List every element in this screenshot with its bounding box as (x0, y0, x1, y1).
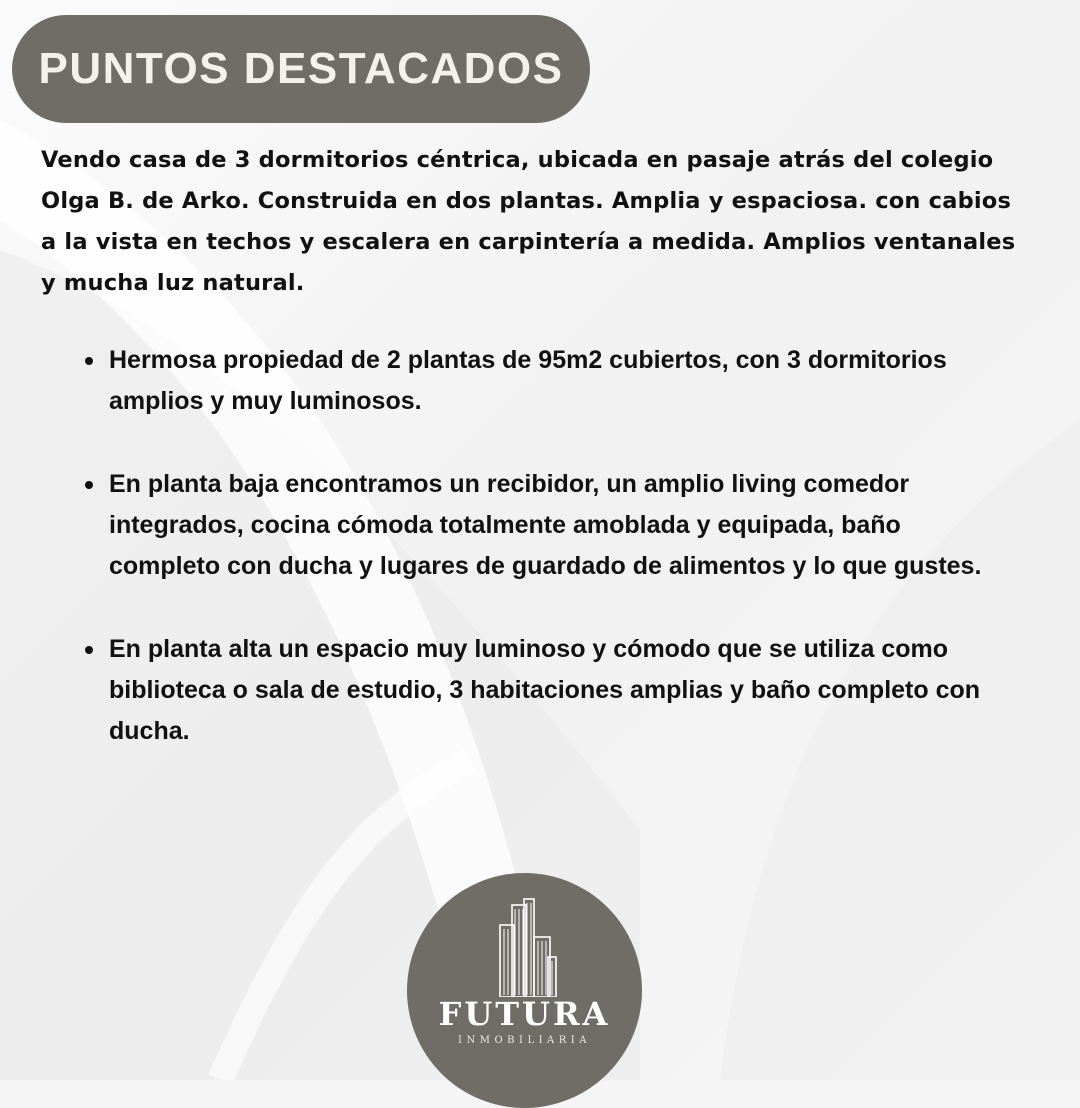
intro-paragraph: Vendo casa de 3 dormitorios céntrica, ubicada en pasaje atrás del colegio Olga B. de Arko. Construida en dos plantas. Amplia y espaciosa. con cabios a la vista en techos y escalera en carpintería a medida. Amplios ventanales y mucha luz natural. (41, 147, 1016, 296)
highlight-item (0, 464, 994, 587)
highlight-text: En planta baja encontramos un recibidor, un amplio living comedor integrados, cocina cómoda totalmente amoblada y equipada, baño completo con ducha y lugares de guardado de alimentos y lo que gustes. (109, 470, 982, 580)
brand-name: FUTURA (438, 995, 611, 1033)
page-title: PUNTOS DESTACADOS (38, 44, 564, 93)
brand-logo (407, 873, 642, 1108)
buildings-icon (492, 895, 562, 997)
bullet-dot (85, 481, 93, 489)
highlight-text: Hermosa propiedad de 2 plantas de 95m2 cubiertos, con 3 dormitorios amplios y muy luminosos. (109, 346, 947, 415)
title-banner (12, 15, 590, 123)
bullet-dot (85, 646, 93, 654)
bullet-dot (85, 357, 93, 365)
highlight-item (0, 340, 994, 422)
highlight-text: En planta alta un espacio muy luminoso y cómodo que se utiliza como biblioteca o sala de estudio, 3 habitaciones amplias y baño completo con ducha. (109, 635, 981, 745)
highlight-item (0, 629, 994, 752)
highlights-list (0, 340, 1080, 752)
brand-tagline: INMOBILIARIA (458, 1035, 591, 1046)
